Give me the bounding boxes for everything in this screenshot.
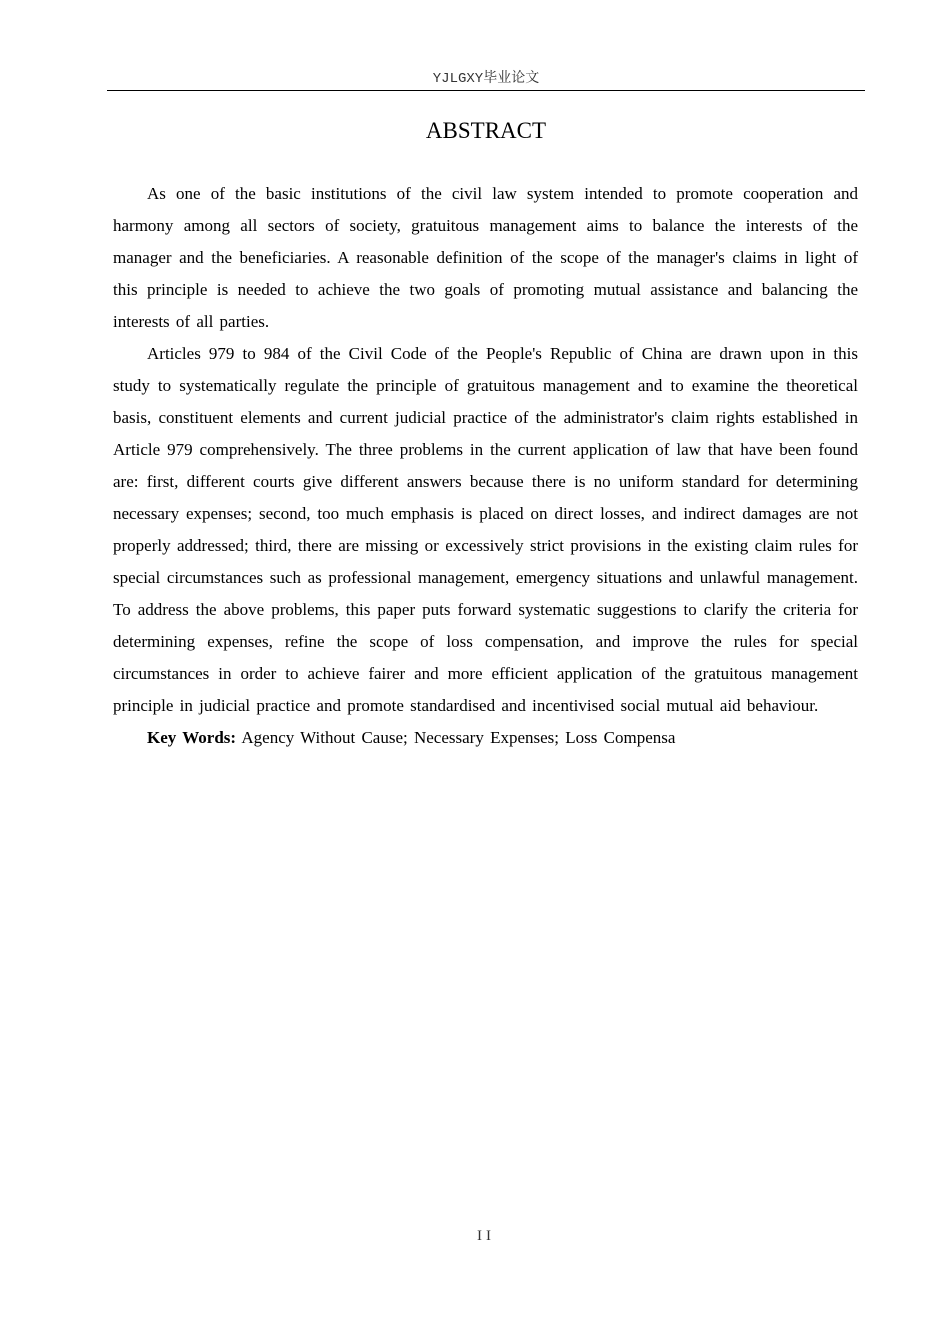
page-number: II: [477, 1228, 495, 1244]
keywords-label: Key Words:: [147, 728, 237, 747]
abstract-paragraph-1: As one of the basic institutions of the civil law system intended to promote cooperation and harmony among all sectors of society, gratuitous management aims to balance the interests of the manager and the beneficiaries. A reasonable definition of the scope of the manager's claims in light of this principle is needed to achieve the two goals of promoting mutual assistance and balancing the interests of all parties.: [113, 184, 858, 331]
running-header: YJLGXY毕业论文: [432, 71, 540, 87]
header-divider: [107, 90, 865, 91]
keywords-line: [113, 722, 858, 754]
abstract-paragraph-2: Articles 979 to 984 of the Civil Code of the People's Republic of China are drawn upon in this study to systematically regulate the principle of gratuitous management and to examine the theoretical basis, constituent elements and current judicial practice of the administrator's claim rights established in Article 979 comprehensively. The three problems in the current application of law that have been found are: first, different courts give different answers because there is no uniform standard for determining necessary expenses; second, too much emphasis is placed on direct losses, and indirect damages are not properly addressed; third, there are missing or excessively strict provisions in the existing claim rules for special circumstances such as professional management, emergency situations and unlawful management. To address the above problems, this paper puts forward systematic suggestions to clarify the criteria for determining expenses, refine the scope of loss compensation, and improve the rules for special circumstances in order to achieve fairer and more efficient application of the gratuitous management principle in judicial practice and promote standardised and incentivised social mutual aid behaviour.: [113, 344, 858, 715]
abstract-title: ABSTRACT: [425, 118, 547, 143]
keywords-text: Agency Without Cause; Necessary Expenses; Loss Compensa: [241, 728, 676, 747]
abstract-body: [113, 178, 858, 754]
